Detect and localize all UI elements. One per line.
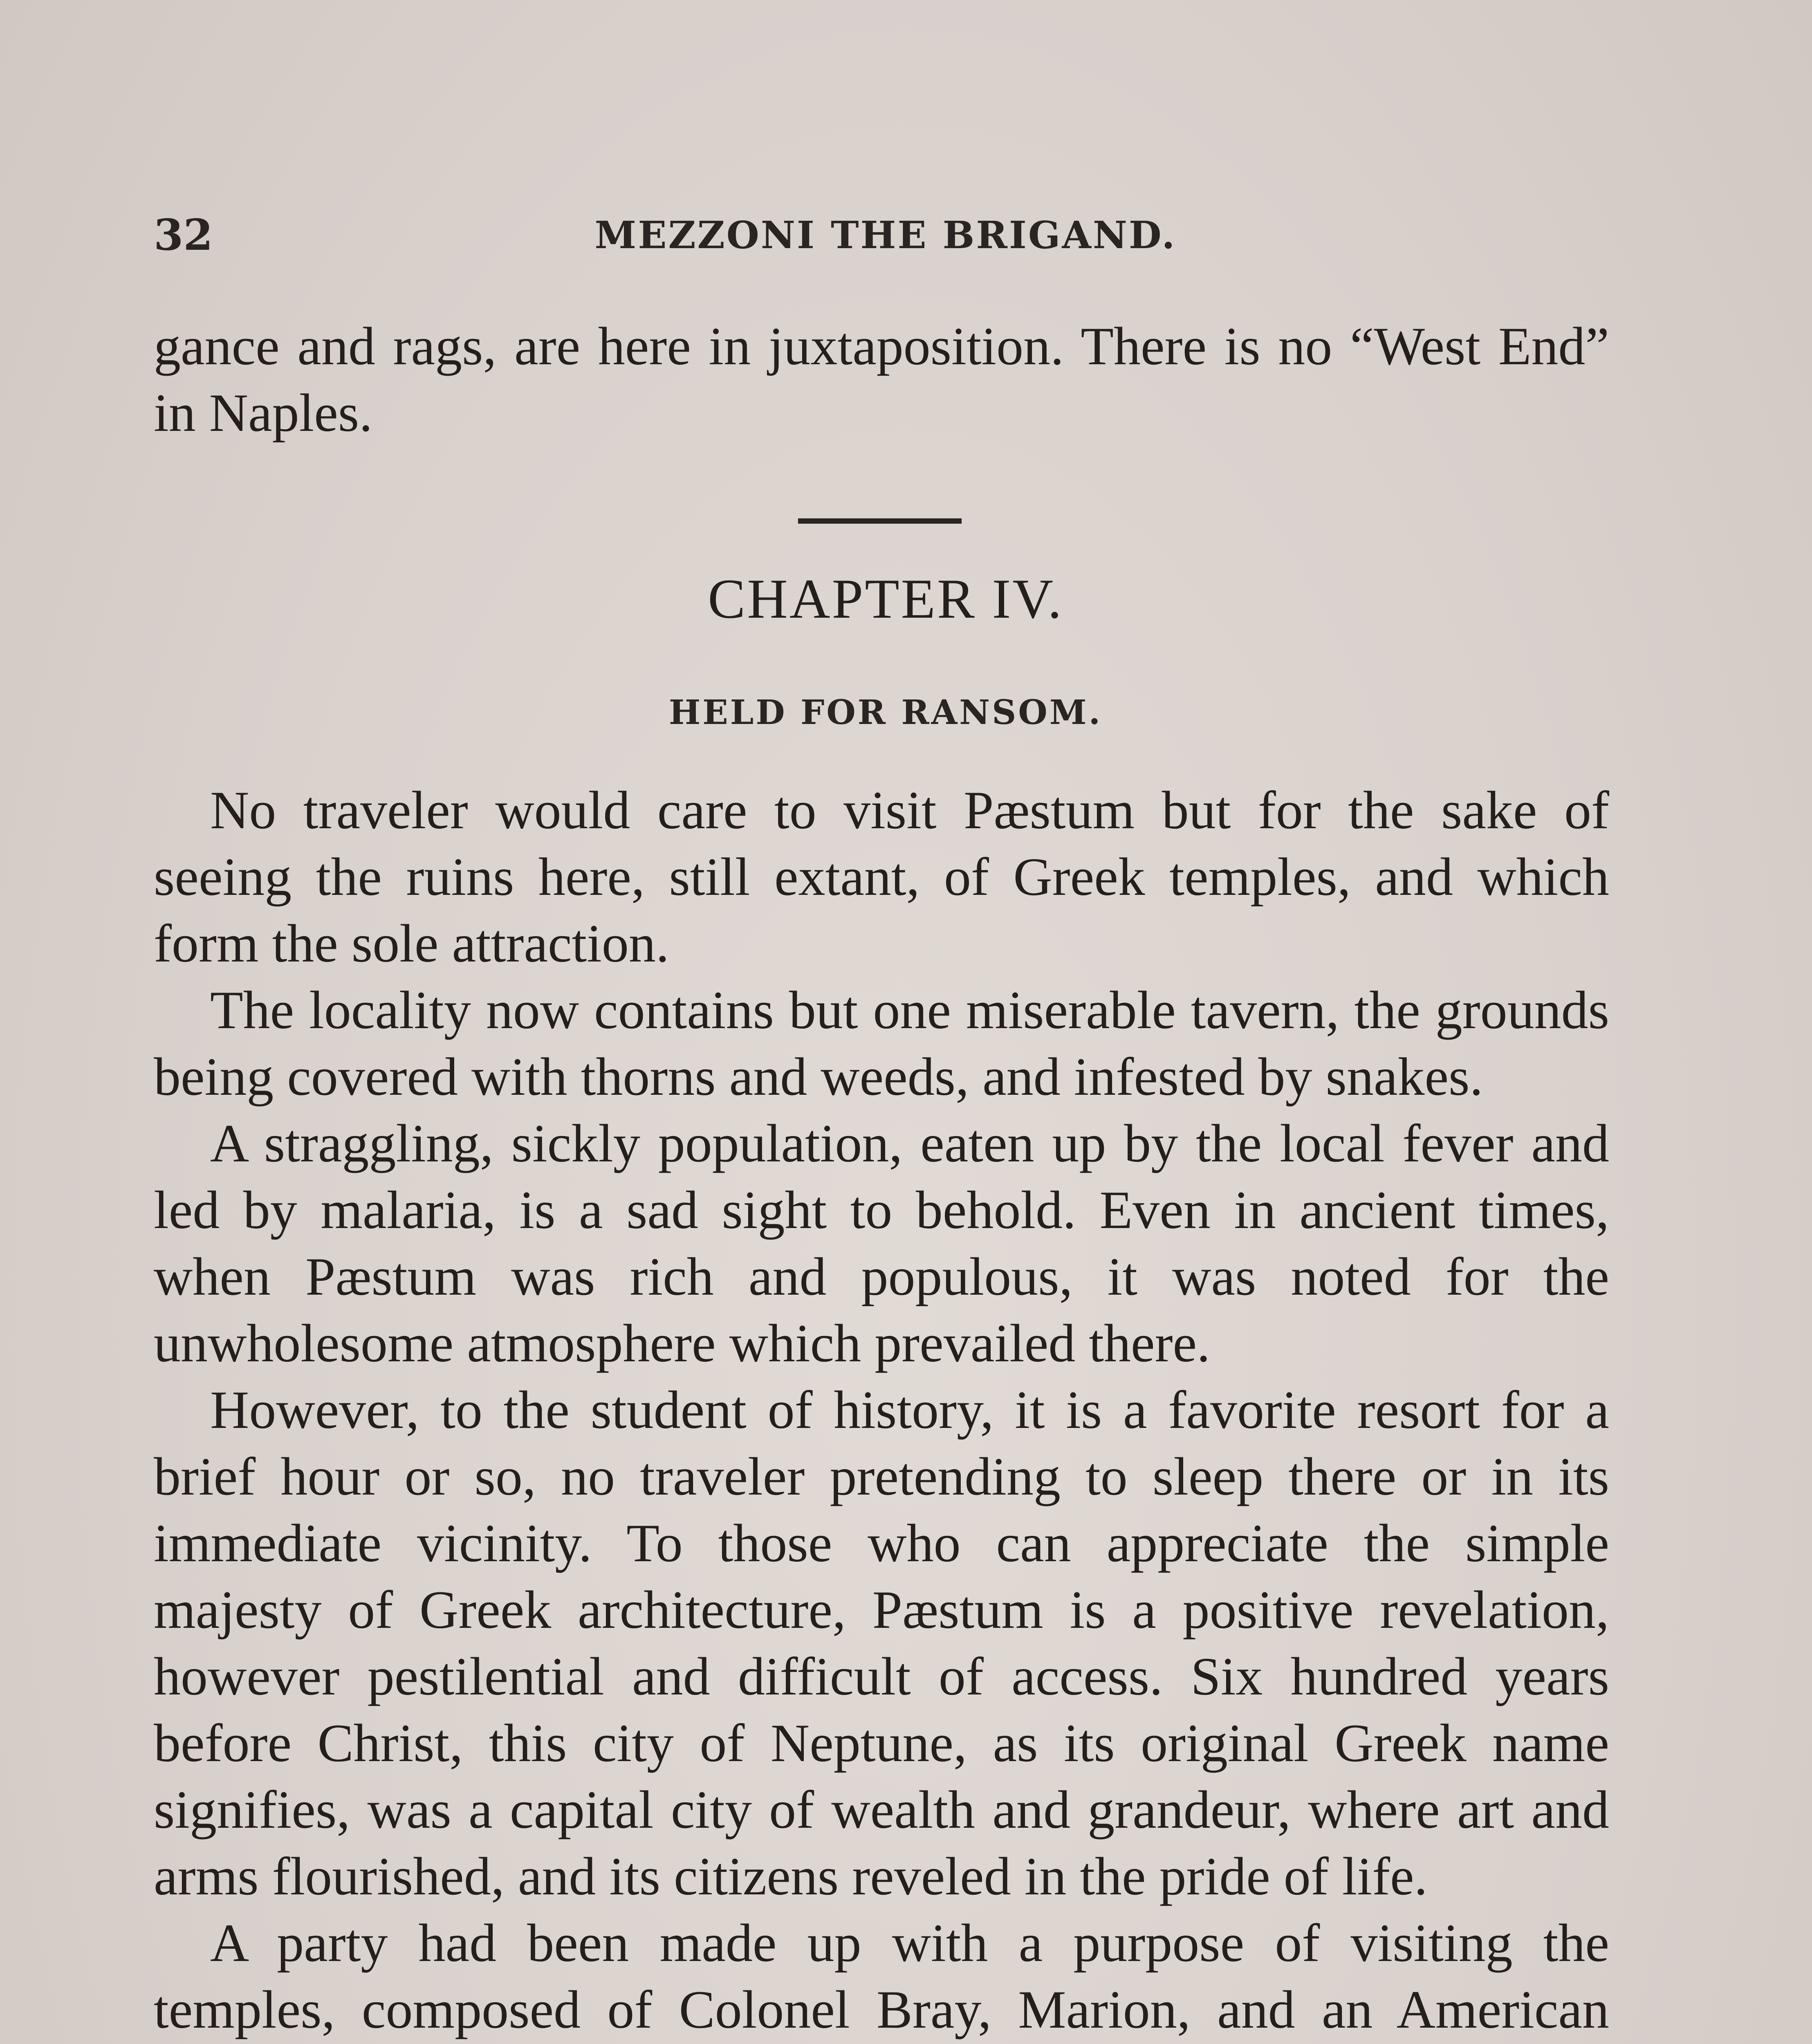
chapter-body <box>154 777 1609 2044</box>
chapter-subtitle: HELD FOR RANSOM. <box>668 693 1103 732</box>
paragraph: A straggling, sickly population, eaten up by the local fever and led by malaria, is a sad sight to behold. Even in ancient times, when Pæstum was rich and populous, it was noted for the unwholesome atmosphere which prevailed there. <box>154 1113 1609 1373</box>
continuation-paragraph: gance and rags, are here in juxtaposition. There is no “West End” in Naples. <box>154 316 1609 443</box>
paragraph: No traveler would care to visit Pæstum but for the sake of seeing the ruins here, still extant, of Greek temples, and which form the sole attraction. <box>154 780 1609 973</box>
running-header <box>154 206 1617 264</box>
page-number: 32 <box>154 210 213 260</box>
continuation-text <box>154 313 1609 446</box>
paragraph: The locality now contains but one miserable tavern, the grounds being covered with thorns and weeds, and infested by snakes. <box>154 980 1609 1107</box>
running-title: MEZZONI THE BRIGAND. <box>594 213 1177 257</box>
paragraph: However, to the student of history, it is a favorite resort for a brief hour or so, no traveler pretending to sleep there or in its immediate vicinity. To those who can appreciate the simple majesty of Greek architecture, Pæstum is a positive revelation, however pestilential and difficult of access. Six hundred years before Christ, this city of Neptune, as its original Greek name signifies, was a capital city of wealth and grandeur, where art and arms flourished, and its citizens reveled in the pride of life. <box>154 1380 1609 1906</box>
section-divider <box>798 518 962 524</box>
paragraph: A party had been made up with a purpose of visiting the temples, composed of Colonel Bray, Marion, and an American <box>154 1913 1609 2040</box>
chapter-title: CHAPTER IV. <box>708 567 1063 630</box>
